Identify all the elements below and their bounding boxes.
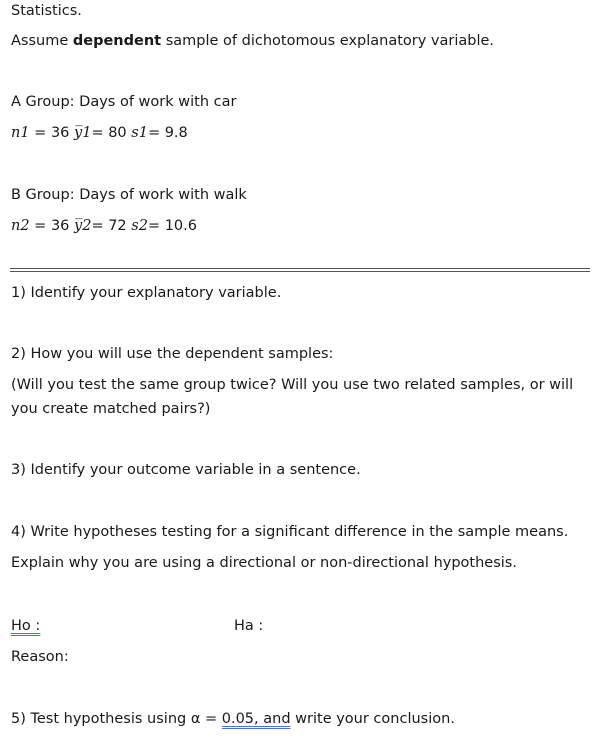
group-a-mean-value: = 80 [91, 125, 132, 141]
question-3: 3) Identify your outcome variable in a sentence. [11, 462, 361, 478]
assumption-suffix: sample of dichotomous explanatory variable. [161, 33, 495, 49]
group-a-sd-symbol: s1 [131, 125, 148, 141]
assumption-statement [11, 31, 494, 51]
group-b-sd-value: = 10.6 [147, 218, 197, 234]
null-hypothesis-label [11, 616, 40, 636]
group-a-label: A Group: Days of work with car [11, 94, 237, 110]
group-b-sd-symbol: s2 [131, 218, 148, 234]
assumption-prefix: Assume [11, 33, 73, 49]
group-a-stats [11, 123, 188, 143]
group-b-label: B Group: Days of work with walk [11, 187, 247, 203]
question-5 [11, 709, 455, 729]
group-a-sd-value: = 9.8 [147, 125, 188, 141]
document-title: Statistics. [11, 3, 82, 19]
group-b-mean-value: = 72 [91, 218, 132, 234]
question-5-prefix: 5) Test hypothesis using α = [11, 711, 222, 727]
group-b-stats [11, 216, 197, 236]
question-1: 1) Identify your explanatory variable. [11, 285, 282, 301]
alternative-hypothesis-label: Ha : [234, 618, 264, 634]
group-a-n-symbol: n1 [11, 125, 30, 141]
null-hypothesis-text: Ho : [11, 618, 41, 634]
reason-label: Reason: [11, 649, 69, 665]
group-b-n-value: = 36 [29, 218, 75, 234]
group-b-n-symbol: n2 [11, 218, 30, 234]
question-5-suffix: write your conclusion. [290, 711, 455, 727]
question-4: 4) Write hypotheses testing for a significant difference in the sample means. [11, 524, 569, 540]
question-2-detail: (Will you test the same group twice? Will you use two related samples, or will you create matched pairs?) [11, 377, 574, 417]
question-5-marked-text: 0.05, and [221, 711, 291, 727]
question-4-detail: Explain why you are using a directional or non-directional hypothesis. [11, 555, 517, 571]
question-2: 2) How you will use the dependent samples: [11, 346, 334, 362]
group-a-n-value: = 36 [29, 125, 75, 141]
group-b-mean-symbol: y̅2 [74, 218, 92, 234]
assumption-bold-word: dependent [72, 33, 162, 49]
section-divider [10, 268, 590, 272]
group-a-mean-symbol: y̅1 [74, 125, 92, 141]
